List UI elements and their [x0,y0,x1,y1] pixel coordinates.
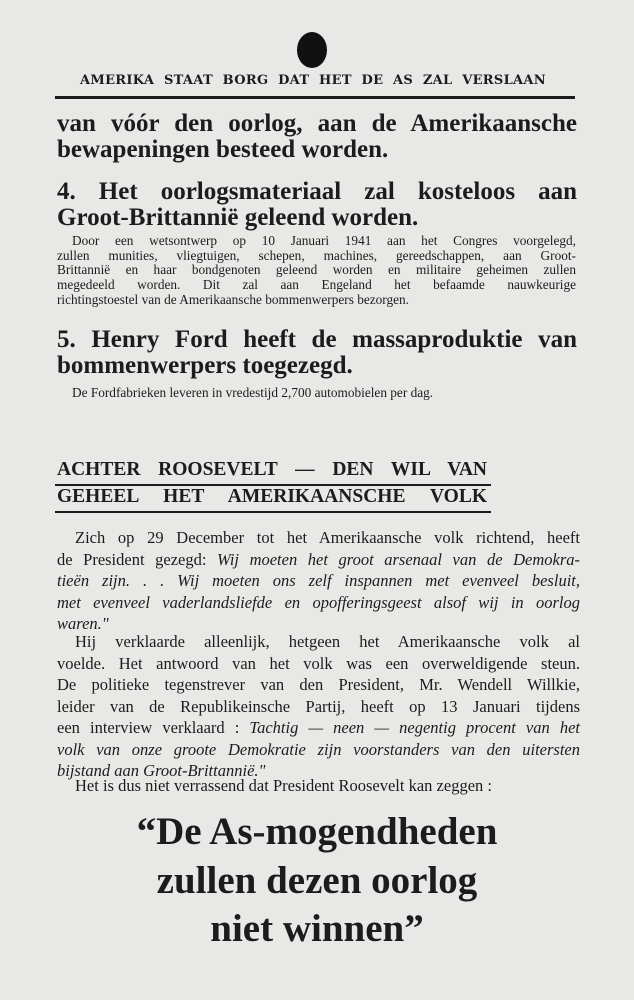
text-span: een interview verklaard : [57,718,250,737]
text-line: waren." [57,614,109,633]
text-line: zullen munities, vliegtuigen, schepen, machines, gereedschappen, aan Groot- [57,247,576,263]
paragraph-1 [57,527,580,635]
text-line: tieën zijn. . . Wij moeten ons zelf inspannen met evenveel besluit, [57,571,580,590]
heading-line: GEHEEL HET AMERIKAANSCHE VOLK [57,486,487,507]
quote-span: Wij moeten het groot arsenaal van de Demokra- [217,549,580,569]
text-line: megedeeld worden. Dit zal aan Engeland het befaamde nauwkeurige [57,277,576,293]
text-line [57,549,580,571]
text-line: Zich op 29 December tot het Amerikaansche volk richtend, heeft [75,528,580,547]
point4-heading [57,179,577,231]
text-line [57,717,580,739]
quote-line: “De As-mogendheden [136,810,498,853]
point4-body [57,233,576,308]
text-line: Door een wetsontwerp op 10 Januari 1941 aan het Congres voorgelegd, [72,233,576,248]
text-line: leider van de Republikeinsche Partij, heeft op 13 Januari tijdens [57,696,580,716]
text-line: met evenveel vaderlandsliefde en opofferingsgeest alsof wij in oorlog [57,592,580,612]
paragraph-3: Het is dus niet verrassend dat President Roosevelt kan zeggen : [75,776,492,795]
text-line: voelde. Het antwoord van het volk was een overweldigende steun. [57,653,580,673]
quote-line: niet winnen” [210,907,424,950]
quote-line: zullen dezen oorlog [156,858,478,902]
point5-body: De Fordfabrieken leveren in vredestijd 2,700 automobielen per dag. [72,385,434,400]
heading-line: Groot-Brittannië geleend worden. [57,204,419,231]
heading-line: 5. Henry Ford heeft de massaproduktie van [57,326,577,353]
paragraph-2 [57,631,580,782]
roosevelt-quote [40,808,594,954]
heading-line: 4. Het oorlogsmateriaal zal kosteloos aan [57,178,577,205]
text-line: Hij verklaarde alleenlijk, hetgeen het Amerikaansche volk al [75,632,580,651]
section-rule [55,511,491,513]
text-line: Brittannië en haar bondgenoten geleend worden en militaire geheimen zullen [57,262,576,278]
running-header: AMERIKA STAAT BORG DAT HET DE AS ZAL VERSLAAN [80,73,546,88]
heading-line: bommenwerpers toegezegd. [57,352,353,379]
heading-line: ACHTER ROOSEVELT — DEN WIL VAN [57,459,487,480]
quote-span: Tachtig — neen — negentig procent van het [249,718,580,737]
text-line: volk van onze groote Demokratie zijn voorstanders van den uitersten [57,739,580,759]
punch-hole [297,32,327,68]
text-span: de President gezegd: [57,549,217,569]
text-line: van vóór den oorlog, aan de Amerikaansche [57,110,577,137]
text-line: richtingstoestel van de Amerikaansche bommenwerpers bezorgen. [57,291,410,307]
text-line: De politieke tegenstrever van den President, Mr. Wendell Willkie, [57,675,580,694]
text-line: bijstand aan Groot-Brittannië." [57,761,266,780]
text-line: bewapeningen besteed worden. [57,136,389,163]
section-heading [57,456,487,510]
header-rule [55,96,575,99]
point5-heading [57,327,577,379]
continuation-text [57,111,577,163]
section-rule [55,484,491,486]
